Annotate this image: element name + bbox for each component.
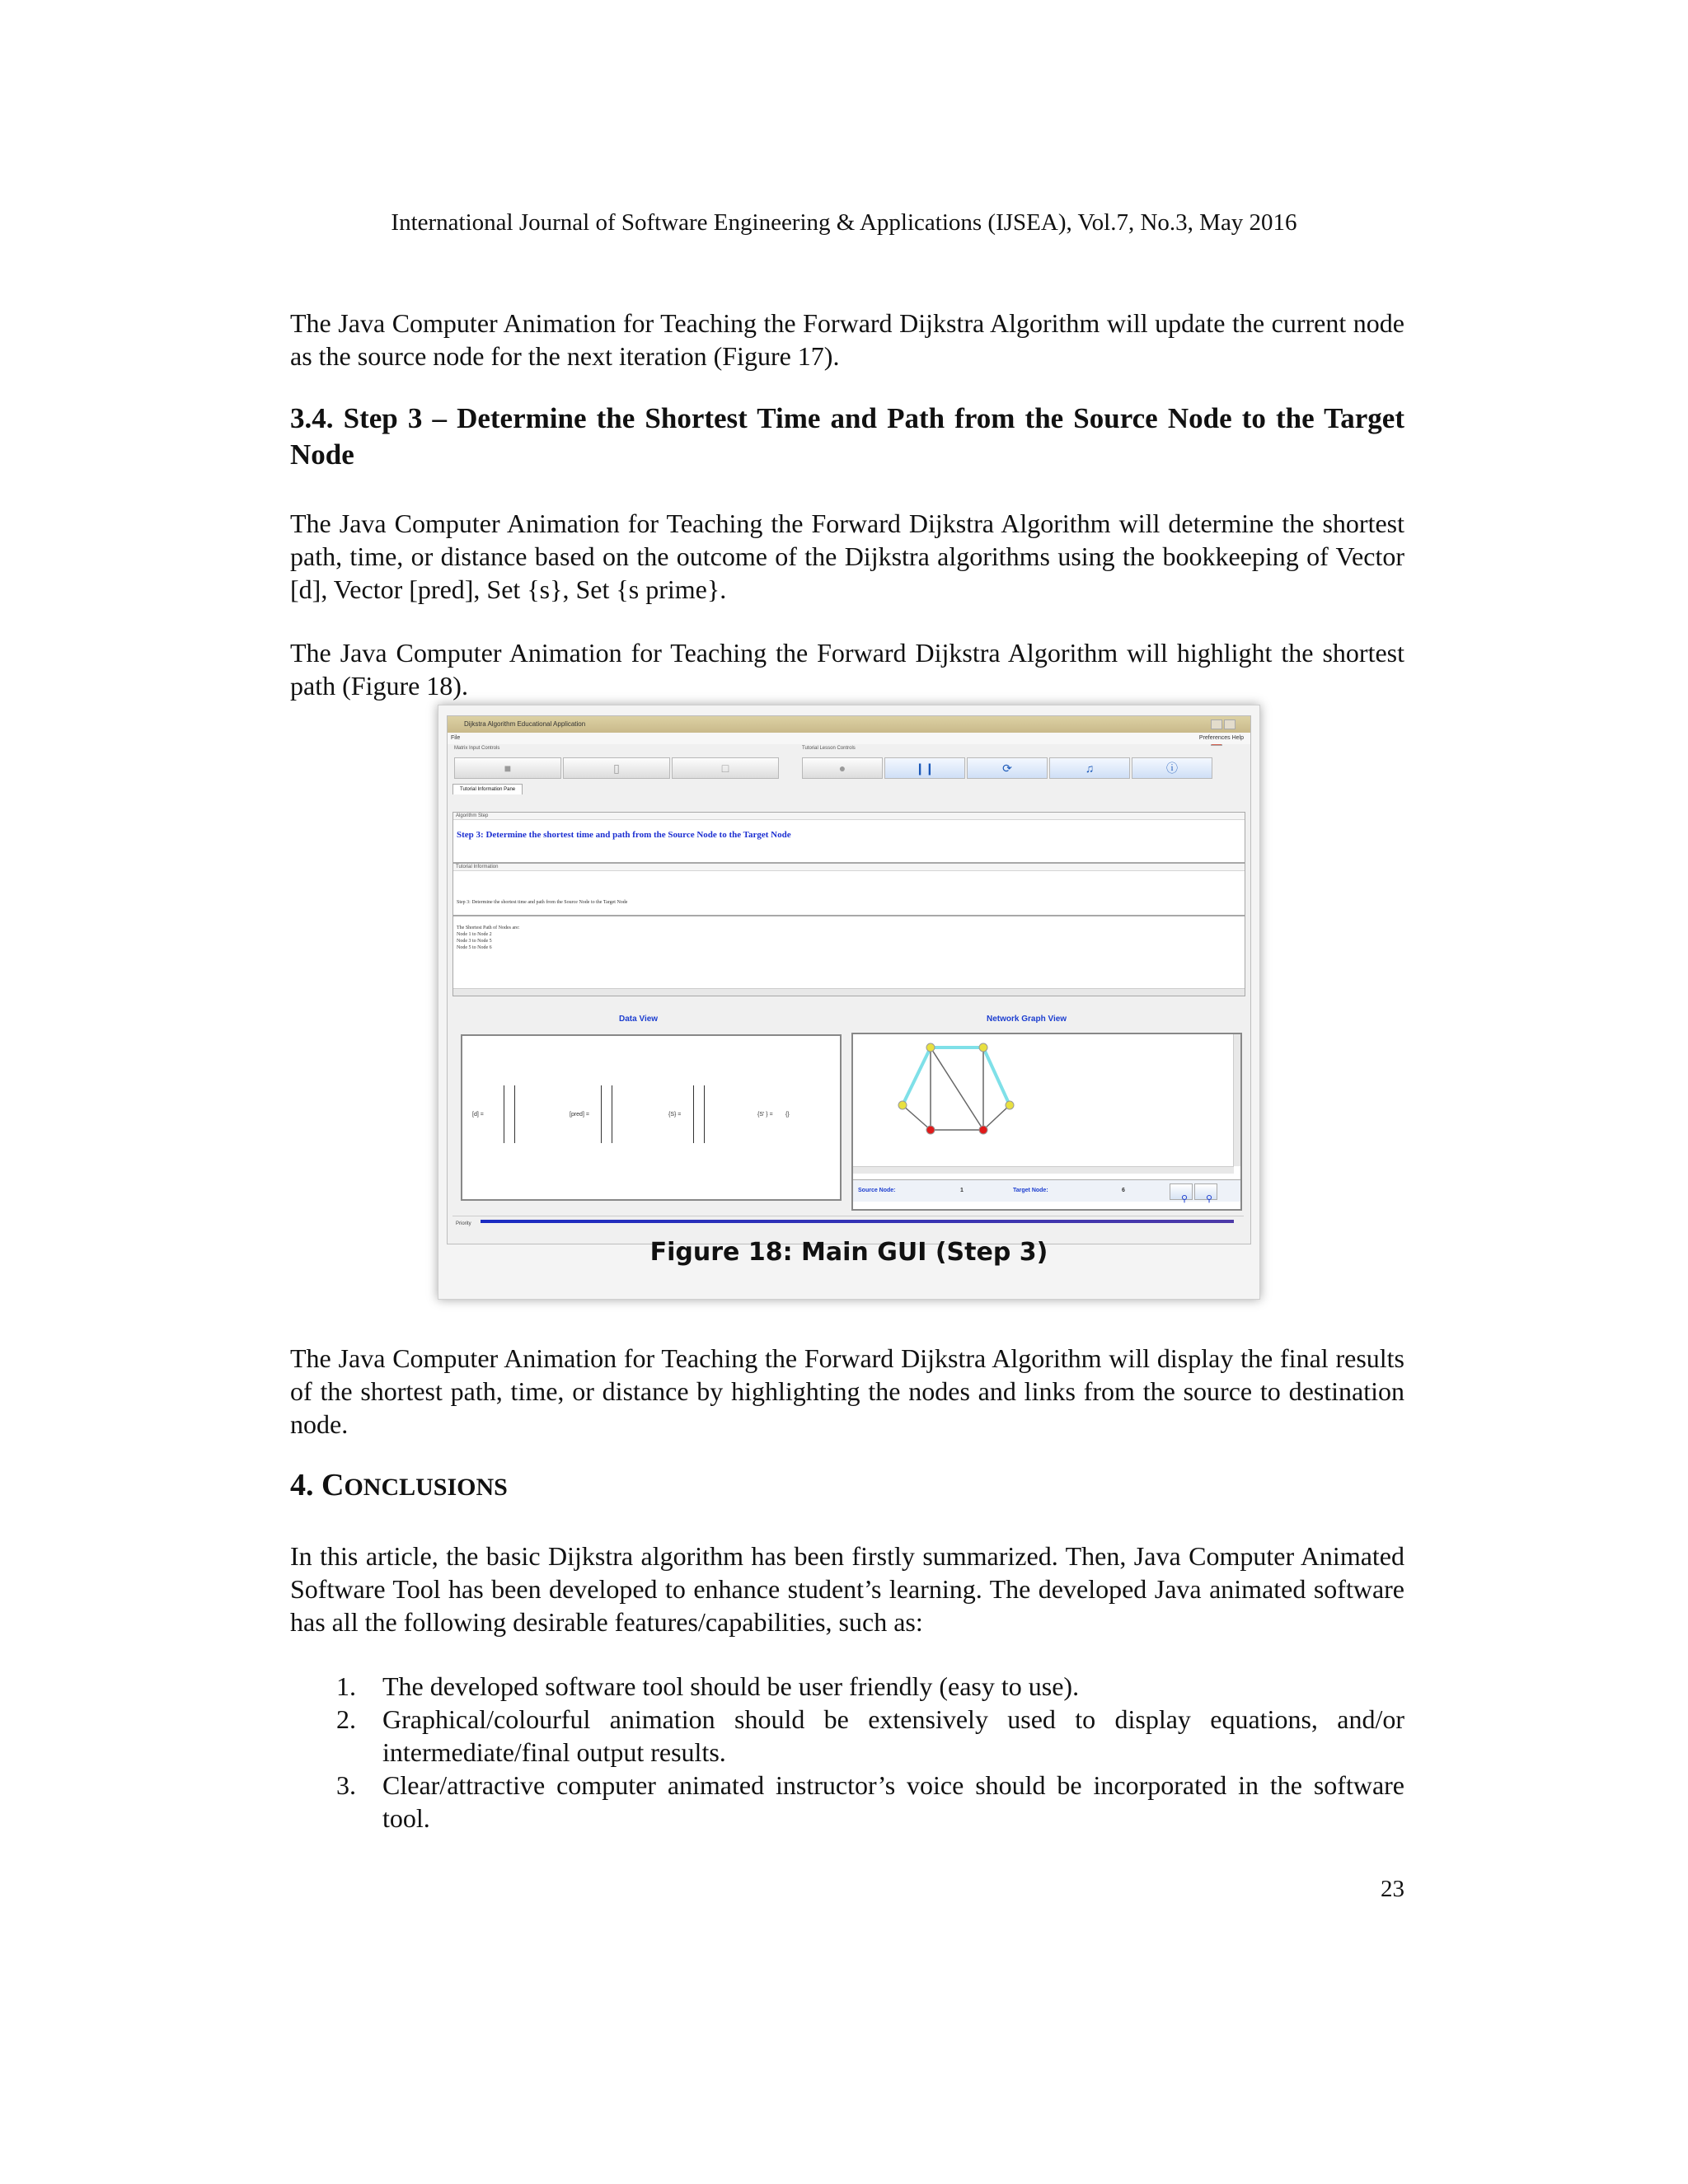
menu-file[interactable]: File [451, 735, 461, 741]
section-first-letter: C [321, 1468, 345, 1502]
network-graph-panel [851, 1033, 1242, 1211]
tab-tutorial-information[interactable]: Tutorial Information Pane [452, 784, 523, 794]
tutorial-controls-label: Tutorial Lesson Controls [802, 746, 856, 751]
shortest-path-line: Node 5 to Node 6 [457, 945, 492, 950]
list-number: 3. [336, 1770, 356, 1800]
priority-progress [481, 1220, 1234, 1223]
source-node-value[interactable]: 1 [960, 1188, 964, 1193]
app-window [447, 715, 1251, 1244]
shortest-path-line: The Shortest Path of Nodes are: [457, 926, 520, 930]
paragraph-1: The Java Computer Animation for Teaching the Forward Dijkstra Algorithm will update the current node as the source node for the next iteration (Figure 17). [290, 308, 1404, 371]
new-button[interactable] [672, 757, 779, 779]
minimize-icon[interactable] [1211, 719, 1222, 729]
list-text: Graphical/colourful animation should be extensively used to display equations, and/or intermediate/final output results. [382, 1704, 1404, 1767]
refresh-button[interactable] [967, 757, 1048, 779]
save-icon: ▯ [613, 761, 620, 775]
record-icon: ● [838, 762, 846, 775]
zoom-out-icon: ⚲ [1206, 1194, 1213, 1204]
vector-d-label: [d] = [472, 1112, 484, 1118]
list-item [290, 1703, 1404, 1769]
refresh-icon: ⟳ [1002, 761, 1012, 775]
menubar [448, 733, 1250, 744]
vector-d-matrix [504, 1085, 515, 1143]
algorithm-step-panel [452, 812, 1245, 863]
step-title: Step 3: Determine the shortest time and path from the Source Node to the Target Node [457, 830, 791, 840]
folder-icon: ■ [504, 762, 512, 775]
paragraph-2: The Java Computer Animation for Teaching the Forward Dijkstra Algorithm will determine the shortest path, time, or distance based on the outcome of the Dijkstra algorithms using the bookkeeping of Vector [d], Vector [pred], Set {s}, Set {s prime}. [290, 509, 1404, 604]
source-node-label: Source Node: [858, 1188, 896, 1193]
network-graph [856, 1034, 1219, 1179]
save-button[interactable] [563, 757, 670, 779]
target-node-value[interactable]: 6 [1122, 1188, 1125, 1193]
window-controls [1209, 719, 1245, 729]
graph-horizontal-scrollbar[interactable] [853, 1166, 1234, 1174]
pause-icon: ❙❙ [915, 761, 935, 775]
info-icon: ⓘ [1166, 762, 1178, 775]
figure-18 [438, 705, 1260, 1300]
paragraph-5: In this article, the basic Dijkstra algorithm has been firstly summarized. Then, Java Computer Animated Software Tool has been developed to enhance student’s learning. The developed Java animated software has all the following desirable features/capabilities, such as: [290, 1541, 1404, 1637]
vector-pred-label: [pred] = [570, 1112, 589, 1118]
graph-link [903, 1105, 931, 1130]
tutorial-info-caption: Tutorial Information [453, 864, 1245, 871]
list-item [290, 1769, 1404, 1835]
audio-icon: ♫ [1085, 762, 1095, 775]
graph-node [1006, 1101, 1014, 1109]
graph-link [983, 1105, 1010, 1130]
pause-button[interactable] [884, 757, 965, 779]
maximize-icon[interactable] [1224, 719, 1236, 729]
priority-label: Priority [456, 1221, 471, 1226]
list-text: The developed software tool should be user friendly (easy to use). [382, 1671, 1080, 1701]
set-s-label: {S} = [668, 1112, 682, 1118]
figure-caption: Figure 18: Main GUI (Step 3) [649, 1238, 1048, 1267]
shortest-path-panel [452, 916, 1245, 996]
set-s-prime-label: {S' } = [757, 1112, 773, 1118]
tab-strip [448, 782, 1250, 794]
algorithm-step-caption: Algorithm Step [453, 813, 1245, 820]
list-number: 2. [336, 1704, 356, 1734]
graph-node [926, 1126, 935, 1134]
zoom-in-icon: ⚲ [1181, 1194, 1189, 1204]
shortest-path-line: Node 3 to Node 5 [457, 939, 492, 944]
menu-right[interactable]: Preferences Help [1198, 735, 1244, 741]
zoom-out-button[interactable] [1194, 1183, 1217, 1204]
open-button[interactable] [454, 757, 561, 779]
zoom-in-button[interactable] [1170, 1183, 1193, 1204]
list-number: 1. [336, 1671, 356, 1701]
record-button[interactable] [802, 757, 883, 779]
paragraph-4: The Java Computer Animation for Teaching the Forward Dijkstra Algorithm will display the final results of the shortest path, time, or distance by highlighting the nodes and links from the source to destination node. [290, 1343, 1404, 1439]
target-node-label: Target Node: [1013, 1188, 1048, 1193]
vertical-scrollbar[interactable] [1233, 1034, 1240, 1166]
shortest-path-line: Node 1 to Node 2 [457, 932, 492, 937]
list-item [290, 1670, 1404, 1703]
info-button[interactable] [1132, 757, 1212, 779]
tutorial-info-panel [452, 863, 1245, 916]
node-selection-bar [853, 1179, 1240, 1202]
matrix-input-label: Matrix Input Controls [454, 746, 500, 751]
section-number: 4. [290, 1468, 321, 1502]
list-text: Clear/attractive computer animated instructor’s voice should be incorporated in the software tool. [382, 1770, 1404, 1833]
step-text: Step 3: Determine the shortest time and path from the Source Node to the Target Node [457, 900, 628, 905]
feature-list [290, 1670, 1404, 1835]
priority-bar [452, 1216, 1244, 1233]
graph-node [926, 1043, 935, 1052]
audio-button[interactable] [1049, 757, 1130, 779]
section-heading-4 [290, 1467, 508, 1503]
horizontal-scrollbar[interactable] [453, 988, 1245, 996]
graph-node [898, 1101, 907, 1109]
toolbar [448, 754, 1250, 782]
paragraph-3: The Java Computer Animation for Teaching the Forward Dijkstra Algorithm will highlight the shortest path (Figure 18). [290, 638, 1404, 701]
graph-link [931, 1047, 983, 1130]
graph-link [983, 1047, 1010, 1105]
section-title-rest: ONCLUSIONS [344, 1474, 508, 1501]
vector-pred-matrix [601, 1085, 612, 1143]
data-view-panel [461, 1034, 842, 1201]
data-view-title: Data View [619, 1015, 659, 1024]
set-s-prime-value: {} [785, 1112, 790, 1118]
document-icon: □ [721, 762, 729, 775]
page-header: International Journal of Software Engineering & Applications (IJSEA), Vol.7, No.3, May 2016 [391, 209, 1297, 236]
graph-link [903, 1047, 931, 1105]
window-title: Dijkstra Algorithm Educational Application [464, 720, 586, 728]
page-number: 23 [1381, 1876, 1404, 1902]
toolbar-group-labels [448, 744, 1250, 754]
network-view-title: Network Graph View [987, 1015, 1067, 1024]
graph-node [979, 1043, 987, 1052]
set-s-matrix [693, 1085, 705, 1143]
section-heading-3-4: 3.4. Step 3 – Determine the Shortest Time and Path from the Source Node to the Target Node [290, 402, 1404, 471]
window-titlebar [448, 716, 1250, 733]
graph-node [979, 1126, 987, 1134]
